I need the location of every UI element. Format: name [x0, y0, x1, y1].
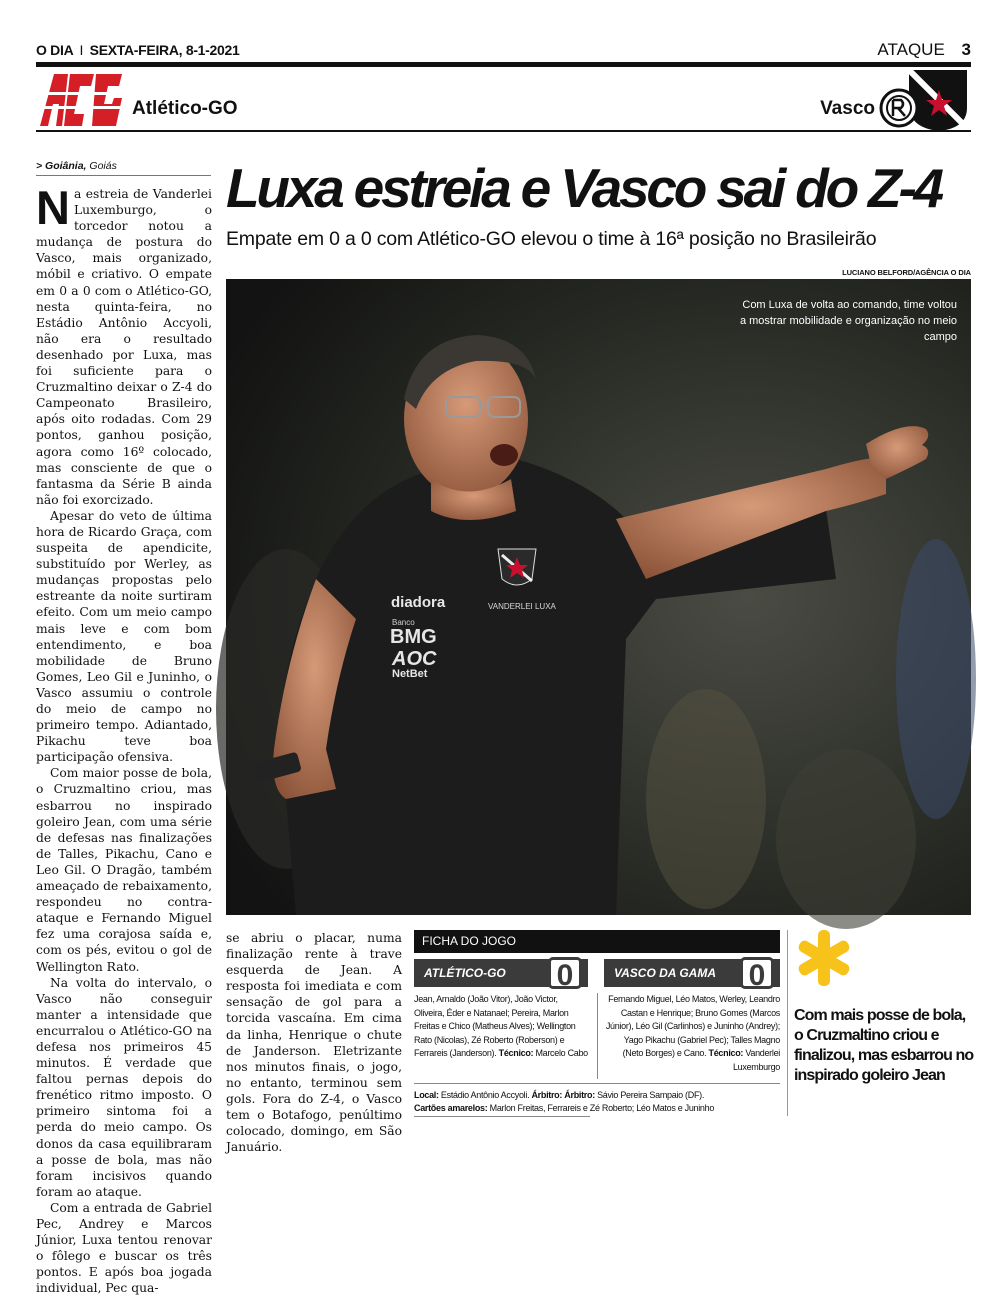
photo-credit: LUCIANO BELFORD/AGÊNCIA O DIA: [842, 268, 971, 277]
away-scorebox: [604, 959, 780, 992]
article-paragraph-1: [36, 181, 212, 508]
away-team-name: VASCO DA GAMA: [614, 966, 716, 980]
photo-illustration: [226, 279, 971, 915]
article-paragraph-5-continued: se abriu o placar, numa finalização rente à trave esquerda de Jean. A resposta foi imediata e com sensação de gol para a torcida vascaína. Em cima da linha, Henrique o chute de Janderson. Eletrizante nos minutos finais, o jogo, no entanto, terminou sem gols. Fora do Z-4, o Vasco tem o Botafogo, penúltimo colocado, domingo, em São Januário.: [226, 931, 402, 1155]
page-number: 3: [961, 40, 971, 59]
shirt-sponsor-bmg: BMG: [390, 626, 437, 648]
away-lineup: [604, 993, 780, 1074]
photo-caption: Com Luxa de volta ao comando, time voltou a mostrar mobilidade e organização no meio campo: [739, 299, 957, 343]
shirt-sponsor-banco: Banco: [392, 618, 415, 627]
location-line: [36, 160, 211, 176]
subheadline: Empate em 0 a 0 com Atlético-GO elevou o time à 16ª posição no Brasileirão: [226, 228, 877, 250]
cards-value: Marlon Freitas, Ferrareis e Zé Roberto; Léo Matos e Juninho: [489, 1103, 715, 1113]
team-band: [36, 68, 971, 132]
home-team-label: Atlético-GO: [132, 98, 238, 119]
away-team-label: Vasco: [820, 98, 875, 119]
match-sheet-title: FICHA DO JOGO: [414, 930, 780, 953]
match-sheet-rule: [414, 1083, 780, 1084]
headline: Luxa estreia e Vasco sai do Z-4: [226, 157, 941, 219]
lineups: [414, 993, 780, 1083]
match-sheet: [414, 930, 780, 1115]
main-photo: [226, 279, 971, 915]
section-name: ATAQUE: [877, 40, 945, 59]
local-label: Local:: [414, 1090, 439, 1100]
location-city: > Goiânia,: [36, 160, 87, 172]
pull-quote: Com mais posse de bola, o Cruzmaltino criou e finalizou, mas esbarrou no inspirado goleiro Jean: [794, 1007, 974, 1084]
local-value: Estádio Antônio Accyoli.: [440, 1090, 530, 1100]
paper-name: O DIA: [36, 42, 73, 58]
vasco-crest-icon: [879, 68, 971, 132]
shirt-name: VANDERLEI LUXA: [488, 602, 556, 611]
masthead-separator: I: [79, 42, 84, 58]
home-lineup-text: Jean, Arnaldo (João Vitor), João Victor, Oliveira, Éder e Natanael; Pereira, Marlon Freitas e Chico (Matheus Alves); Wellington Rato (Nicolas), Zé Roberto (Roberson) e Ferrareis (Janderson).: [414, 994, 576, 1058]
masthead-left: [36, 42, 239, 58]
masthead: [36, 40, 971, 62]
masthead-rule: [36, 62, 971, 67]
article-paragraph-4: Na volta do intervalo, o Vasco não conseguir manter a intensidade que encurralou o Atlético-GO na defesa nos primeiros 45 minutos. É verdade que faltou pernas depois do frenético ritmo imposto. O primeiro sintoma foi a perda do meio campo. Os donos da casa equilibraram a posse de bola, mas não foram incisivos quando foram ao ataque.: [36, 975, 212, 1199]
lineup-divider: [597, 993, 598, 1079]
shirt-sponsor-diadora: diadora: [391, 594, 446, 611]
shirt-sponsor-aoc: AOC: [392, 648, 437, 670]
scoreboard: [414, 959, 780, 993]
article-paragraph-3: Com maior posse de bola, o Cruzmaltino criou, mas esbarrou no inspirado goleiro Jean, com uma série de defesas nas finalizações de Talles, Pikachu, Cano e Leo Gil. O Dragão, também ameaçado de rebaixamento, respondeu no contra-ataque e Fernando Miguel fez uma corajosa saída e, com os pés, evitou o gol de Wellington Rato.: [36, 766, 212, 974]
home-team-name: ATLÉTICO-GO: [424, 966, 506, 980]
away-lineup-text: Fernando Miguel, Léo Matos, Werley, Leandro Castan e Henrique; Bruno Gomes (Marcos Júnior), Léo Gil (Carlinhos) e Juninho (Andrey); Yago Pikachu (Gabriel Pec); Talles Magno (Neto Borges) e Cano.: [605, 994, 780, 1058]
shirt-sponsor-netbet: NetBet: [392, 668, 428, 680]
away-coach-label: Técnico:: [708, 1048, 744, 1058]
article-column-left: [36, 181, 212, 1296]
away-score: 0: [740, 957, 774, 989]
asterisk-icon: [794, 928, 854, 988]
away-coach: Vanderlei Luxemburgo: [732, 1048, 780, 1072]
edition-date: SEXTA-FEIRA, 8-1-2021: [89, 42, 240, 58]
team-band-rule: [36, 130, 971, 132]
referee-value: Sávio Pereira Sampaio (DF).: [597, 1090, 705, 1100]
masthead-right: [877, 40, 971, 60]
location-state: Goiás: [89, 160, 117, 172]
acg-crest-icon: [36, 70, 126, 130]
home-coach-label: Técnico:: [498, 1048, 534, 1058]
pullquote-divider: [787, 930, 788, 1116]
home-coach: Marcelo Cabo: [535, 1048, 588, 1058]
home-score: 0: [548, 957, 582, 989]
article-column-middle: [226, 930, 402, 1155]
home-lineup: [414, 993, 590, 1061]
home-scorebox: [414, 959, 588, 992]
article-paragraph-2: Apesar do veto de última hora de Ricardo Graça, com suspeita de apendicite, substituído por Werley, as mudanças propostas pelo estreante da noite surtiram efeito. Com um meio campo mais leve e com bom entendimento, e boa mobilidade de Bruno Gomes, Leo Gil e Juninho, o Vasco assumiu o controle do meio de campo no primeiro tempo. Adiantado, Pikachu teve boa participação ofensiva.: [36, 508, 212, 765]
cards-label: Cartões amarelos:: [414, 1103, 488, 1113]
article-paragraph-1-text: a estreia de Vanderlei Luxemburgo, o torcedor notou a mudança de postura do Vasco, mais organizado, móbil e criativo. O empate em 0 a 0 com o Atlético-GO, nesta quinta-feira, no Estádio Antônio Accyoli, não era o resultado desenhado por Luxa, mas foi suficiente para o Cruzmaltino deixar o Z-4 do Campeonato Brasileiro, após oito rodadas. Com 29 pontos, ganhou posição, agora como 16º colocado, mas consciente de que o fantasma da Série B ainda não foi exorcizado.: [36, 187, 212, 507]
referee-label-repeat: Árbitro:: [564, 1090, 595, 1100]
footer-rule: [414, 1116, 590, 1117]
dropcap: N: [36, 181, 70, 234]
referee-label: Árbitro:: [531, 1090, 563, 1100]
article-paragraph-5: Com a entrada de Gabriel Pec, Andrey e Marcos Júnior, Luxa tentou renovar o fôlego e buscar os três pontos. E após boa jogada individual, Pec qua-: [36, 1200, 212, 1296]
match-details: [414, 1089, 780, 1115]
